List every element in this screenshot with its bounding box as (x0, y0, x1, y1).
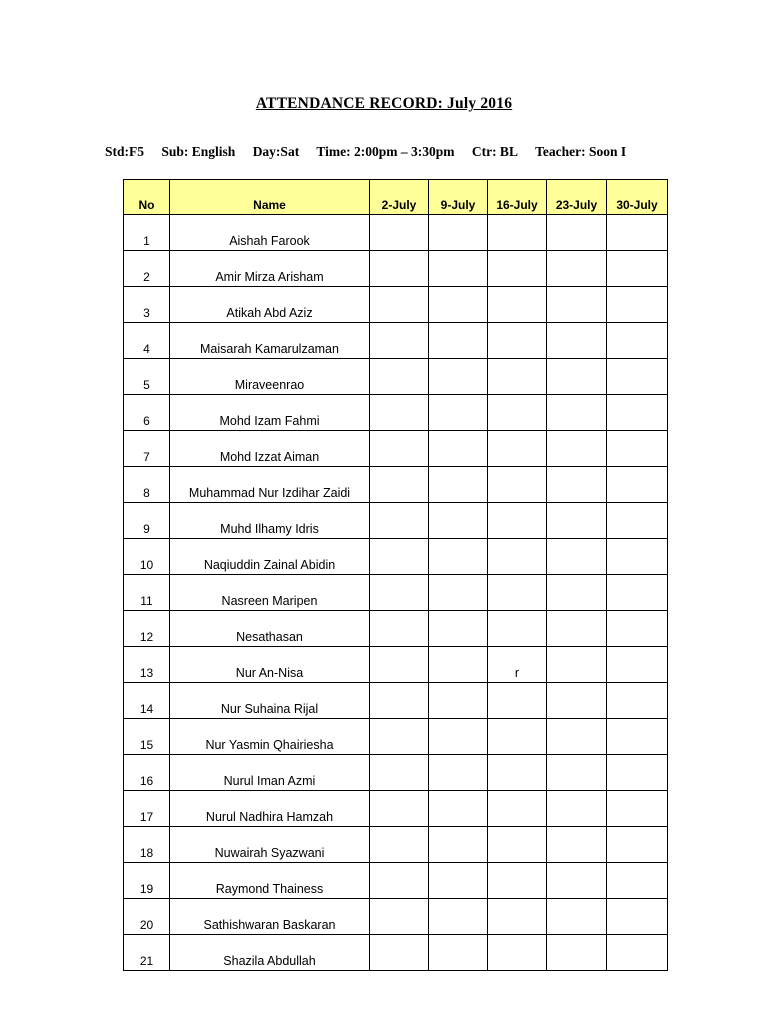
attendance-cell[interactable] (370, 395, 429, 431)
row-number: 6 (124, 395, 170, 431)
student-name: Nur Yasmin Qhairiesha (170, 719, 370, 755)
attendance-cell[interactable] (607, 827, 668, 863)
student-name: Mohd Izzat Aiman (170, 431, 370, 467)
student-name: Shazila Abdullah (170, 935, 370, 971)
attendance-cell[interactable] (488, 359, 547, 395)
table-row (124, 359, 668, 395)
student-name: Nuwairah Syazwani (170, 827, 370, 863)
attendance-cell[interactable] (488, 863, 547, 899)
student-name: Nasreen Maripen (170, 575, 370, 611)
attendance-cell[interactable] (607, 719, 668, 755)
row-number: 15 (124, 719, 170, 755)
attendance-cell[interactable] (547, 395, 607, 431)
attendance-cell[interactable] (607, 863, 668, 899)
attendance-cell[interactable] (370, 575, 429, 611)
attendance-cell[interactable] (488, 467, 547, 503)
attendance-table (123, 179, 668, 971)
attendance-cell[interactable] (488, 251, 547, 287)
attendance-cell[interactable] (429, 935, 488, 971)
page-title: ATTENDANCE RECORD: July 2016 (255, 95, 513, 112)
attendance-cell[interactable] (488, 899, 547, 935)
attendance-cell[interactable] (370, 323, 429, 359)
student-name: Miraveenrao (170, 359, 370, 395)
attendance-cell[interactable] (488, 575, 547, 611)
attendance-cell[interactable] (488, 215, 547, 251)
attendance-cell[interactable] (370, 251, 429, 287)
attendance-cell[interactable] (547, 755, 607, 791)
row-number: 19 (124, 863, 170, 899)
attendance-cell[interactable] (607, 503, 668, 539)
row-number: 13 (124, 647, 170, 683)
teacher-info: Teacher: Soon I (535, 144, 627, 159)
table-row (124, 719, 668, 755)
attendance-cell[interactable] (370, 467, 429, 503)
attendance-cell[interactable] (429, 683, 488, 719)
attendance-cell[interactable] (607, 647, 668, 683)
attendance-cell[interactable] (429, 503, 488, 539)
attendance-cell[interactable] (607, 899, 668, 935)
student-name: Nur An-Nisa (170, 647, 370, 683)
attendance-cell[interactable] (429, 611, 488, 647)
attendance-cell[interactable] (607, 251, 668, 287)
attendance-cell[interactable] (370, 791, 429, 827)
header-no: No (124, 180, 170, 215)
attendance-cell[interactable] (607, 431, 668, 467)
attendance-cell[interactable] (488, 935, 547, 971)
header-date: 9-July (429, 180, 488, 215)
attendance-cell[interactable] (547, 431, 607, 467)
table-row (124, 611, 668, 647)
student-name: Nesathasan (170, 611, 370, 647)
attendance-cell[interactable] (607, 323, 668, 359)
row-number: 16 (124, 755, 170, 791)
attendance-cell[interactable] (429, 323, 488, 359)
header-date: 30-July (607, 180, 668, 215)
table-row (124, 431, 668, 467)
row-number: 20 (124, 899, 170, 935)
attendance-cell[interactable] (547, 215, 607, 251)
class-info-line (105, 144, 668, 164)
row-number: 18 (124, 827, 170, 863)
attendance-cell[interactable] (429, 539, 488, 575)
table-row (124, 935, 668, 971)
student-name: Maisarah Kamarulzaman (170, 323, 370, 359)
attendance-cell[interactable] (607, 467, 668, 503)
attendance-cell[interactable] (429, 359, 488, 395)
attendance-cell[interactable] (547, 539, 607, 575)
attendance-cell[interactable] (488, 287, 547, 323)
row-number: 1 (124, 215, 170, 251)
attendance-cell[interactable] (607, 683, 668, 719)
row-number: 21 (124, 935, 170, 971)
student-name: Nur Suhaina Rijal (170, 683, 370, 719)
table-row (124, 287, 668, 323)
attendance-cell[interactable] (547, 683, 607, 719)
student-name: Amir Mirza Arisham (170, 251, 370, 287)
attendance-cell[interactable] (547, 467, 607, 503)
row-number: 17 (124, 791, 170, 827)
student-name: Nurul Nadhira Hamzah (170, 791, 370, 827)
attendance-cell[interactable] (429, 827, 488, 863)
attendance-cell[interactable] (370, 431, 429, 467)
attendance-cell[interactable] (429, 863, 488, 899)
attendance-cell[interactable] (607, 359, 668, 395)
attendance-cell[interactable] (547, 287, 607, 323)
table-row (124, 683, 668, 719)
attendance-cell[interactable] (370, 359, 429, 395)
attendance-cell[interactable] (488, 395, 547, 431)
table-row (124, 755, 668, 791)
student-name: Nurul Iman Azmi (170, 755, 370, 791)
attendance-cell[interactable] (370, 935, 429, 971)
table-row (124, 323, 668, 359)
table-row (124, 791, 668, 827)
attendance-cell[interactable] (370, 899, 429, 935)
attendance-cell[interactable] (429, 215, 488, 251)
attendance-cell[interactable] (429, 755, 488, 791)
student-name: Mohd Izam Fahmi (170, 395, 370, 431)
table-row (124, 395, 668, 431)
row-number: 11 (124, 575, 170, 611)
attendance-cell[interactable] (370, 287, 429, 323)
row-number: 9 (124, 503, 170, 539)
table-row (124, 215, 668, 251)
table-row (124, 827, 668, 863)
attendance-cell[interactable] (547, 251, 607, 287)
attendance-cell[interactable] (370, 647, 429, 683)
row-number: 7 (124, 431, 170, 467)
row-number: 12 (124, 611, 170, 647)
row-number: 5 (124, 359, 170, 395)
attendance-cell[interactable] (370, 611, 429, 647)
attendance-cell[interactable] (547, 899, 607, 935)
attendance-cell[interactable] (607, 791, 668, 827)
row-number: 2 (124, 251, 170, 287)
attendance-cell[interactable] (547, 719, 607, 755)
table-row (124, 503, 668, 539)
student-name: Atikah Abd Aziz (170, 287, 370, 323)
header-row (124, 180, 668, 215)
std-info: Std:F5 (105, 144, 145, 159)
table-row (124, 251, 668, 287)
attendance-cell[interactable] (370, 539, 429, 575)
attendance-cell[interactable] (607, 395, 668, 431)
attendance-cell[interactable] (488, 791, 547, 827)
header-date: 23-July (547, 180, 607, 215)
table-row (124, 467, 668, 503)
attendance-cell[interactable] (488, 827, 547, 863)
table-row (124, 863, 668, 899)
center-info: Ctr: BL (471, 144, 518, 159)
row-number: 4 (124, 323, 170, 359)
attendance-cell[interactable] (429, 791, 488, 827)
attendance-cell[interactable] (607, 539, 668, 575)
attendance-cell[interactable] (488, 503, 547, 539)
attendance-cell[interactable] (488, 611, 547, 647)
attendance-cell[interactable] (429, 899, 488, 935)
attendance-cell[interactable] (370, 503, 429, 539)
attendance-cell[interactable] (607, 755, 668, 791)
attendance-cell[interactable] (488, 755, 547, 791)
attendance-cell[interactable] (488, 683, 547, 719)
table-row (124, 899, 668, 935)
attendance-cell[interactable] (547, 611, 607, 647)
attendance-cell[interactable] (370, 215, 429, 251)
attendance-cell[interactable] (547, 503, 607, 539)
attendance-cell[interactable] (547, 827, 607, 863)
attendance-cell[interactable] (488, 323, 547, 359)
attendance-cell[interactable] (607, 287, 668, 323)
attendance-cell[interactable] (429, 395, 488, 431)
attendance-cell[interactable] (547, 791, 607, 827)
student-name: Muhd Ilhamy Idris (170, 503, 370, 539)
row-number: 14 (124, 683, 170, 719)
header-name: Name (170, 180, 370, 215)
table-row (124, 575, 668, 611)
time-info: Time: 2:00pm – 3:30pm (316, 144, 455, 159)
subject-info: Sub: English (161, 144, 236, 159)
student-name: Aishah Farook (170, 215, 370, 251)
attendance-cell[interactable] (547, 359, 607, 395)
row-number: 8 (124, 467, 170, 503)
attendance-cell[interactable] (429, 647, 488, 683)
attendance-cell[interactable] (488, 719, 547, 755)
row-number: 10 (124, 539, 170, 575)
attendance-cell[interactable] (370, 863, 429, 899)
attendance-cell[interactable] (547, 863, 607, 899)
attendance-cell[interactable] (488, 539, 547, 575)
attendance-cell[interactable] (547, 575, 607, 611)
attendance-cell[interactable] (429, 251, 488, 287)
day-info: Day:Sat (252, 144, 300, 159)
attendance-cell[interactable] (429, 431, 488, 467)
attendance-cell[interactable] (370, 719, 429, 755)
attendance-cell[interactable] (429, 287, 488, 323)
attendance-cell[interactable] (547, 323, 607, 359)
attendance-cell[interactable] (370, 683, 429, 719)
table-row (124, 539, 668, 575)
attendance-cell[interactable] (607, 611, 668, 647)
attendance-cell[interactable] (370, 755, 429, 791)
attendance-cell[interactable] (488, 431, 547, 467)
attendance-cell[interactable] (429, 575, 488, 611)
attendance-cell[interactable] (547, 647, 607, 683)
attendance-cell[interactable] (607, 935, 668, 971)
student-name: Naqiuddin Zainal Abidin (170, 539, 370, 575)
student-name: Raymond Thainess (170, 863, 370, 899)
student-name: Muhammad Nur Izdihar Zaidi (170, 467, 370, 503)
attendance-cell[interactable] (370, 827, 429, 863)
student-name: Sathishwaran Baskaran (170, 899, 370, 935)
attendance-cell[interactable]: r (488, 647, 547, 683)
attendance-cell[interactable] (607, 215, 668, 251)
row-number: 3 (124, 287, 170, 323)
attendance-cell[interactable] (547, 935, 607, 971)
attendance-cell[interactable] (429, 719, 488, 755)
header-date: 2-July (370, 180, 429, 215)
header-date: 16-July (488, 180, 547, 215)
attendance-cell[interactable] (607, 575, 668, 611)
attendance-cell[interactable] (429, 467, 488, 503)
table-row (124, 647, 668, 683)
